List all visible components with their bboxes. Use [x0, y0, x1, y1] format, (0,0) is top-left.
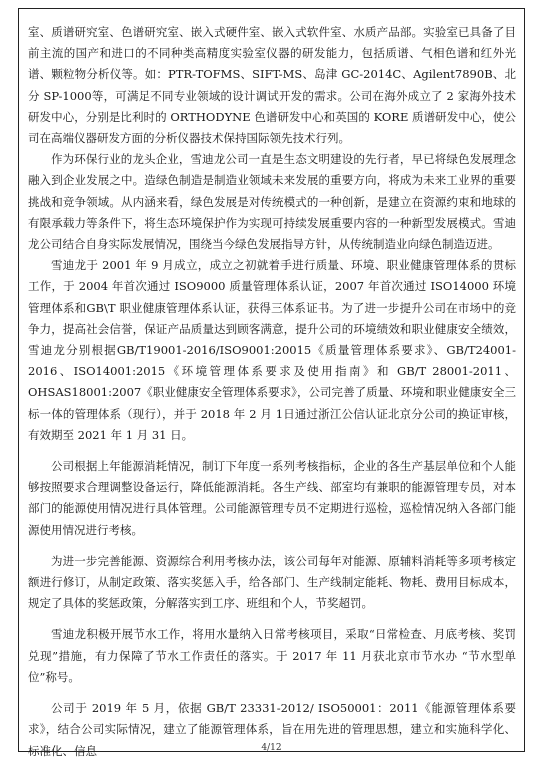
page-number: 4/12 — [261, 743, 282, 753]
paragraph-management-systems: 雪迪龙于 2001 年 9 月成立，成立之初就着手进行质量、环境、职业健康管理体系的贯标工作，于 2004 年首次通过 ISO9000 质量管理体系认证，2007 年首次通过 ISO14000 环境管理体系和GB\T 职业健康管理体系认证，获得三体系证书。为了进一步提升公司在市场中的竞争力，提高社会信誉，保证产品质量达到顾客满意，提升公司的环境绩效和职业健康安全绩效，雪迪龙分别根据GB/T19001-2016/ISO9001:20015《质量管理体系要求》、GB/T24001-2016、ISO14001:2015《环境管理体系要求及使用指南》和 GB/T 28001-2011、OHSAS18001:2007《职业健康安全管理体系要求》，公司完善了质量、环境和职业健康安全三标一体的管理体系（现行），并于 2018 年 2 月 1日通过浙江公信认证北京分公司的换证审核，有效期至 2021 年 1 月 31 日。 — [28, 258, 516, 442]
paragraph-energy-assessment: 公司根据上年能源消耗情况，制订下年度一系列考核指标，企业的各生产基层单位和个人能够按照要求合理调整设备运行，降低能源消耗。各生产线、部室均有兼职的能源管理专员，对本部门的能源使用情况进行具体管理。公司能源管理专员不定期进行巡检，巡检情况纳入各部门能源使用情况进行考核。 — [28, 459, 516, 537]
paragraph-green-development: 作为环保行业的龙头企业，雪迪龙公司一直是生态文明建设的先行者，早已将绿色发展理念融入到企业发展之中。造绿色制造是制造业领域未来发展的重要方向，将成为未来工业界的重要挑战和竞争领域。从内涵来看，绿色发展是对传统模式的一种创新，是建立在资源约束和地球的有限承载力等条件下，将生态环境保护作为实现可持续发展重要内容的一种新型发展模式。雪迪龙公司结合自身实际发展情况，围绕当今绿色发展指导方针，从传统制造业向绿色制造迈进。 — [28, 152, 516, 252]
paragraph-energy-management-system: 公司于 2019 年 5 月，依据 GB/T 23331-2012/ ISO50001：2011《能源管理体系要求》，结合公司实际情况，建立了能源管理体系，旨在用先进的管理思想，建立和实施科学化、标准化、信息 — [28, 701, 516, 758]
document-body — [28, 22, 516, 762]
paragraph-water-saving: 雪迪龙积极开展节水工作，将用水量纳入日常考核项目，采取“日常检查、月底考核、奖罚兑现”措施，有力保障了节水工作责任的落实。于 2017 年 11 月获北京市节水办 “节水型单位”称号。 — [28, 627, 516, 684]
paragraph-resource-utilization: 为进一步完善能源、资源综合利用考核办法，该公司每年对能源、原辅料消耗等多项考核定额进行修订，从制定政策、落实奖惩入手，给各部门、生产线制定能耗、物耗、费用目标成本，规定了具体的奖惩政策，分解落实到工序、班组和个人，节奖超罚。 — [28, 553, 516, 611]
paragraph-lab-capabilities: 室、质谱研究室、色谱研究室、嵌入式硬件室、嵌入式软件室、水质产品部。实验室已具备了目前主流的国产和进口的不同种类高精度实验室仪器的研发能力，包括质谱、气相色谱和红外光谱、颗粒物分析仪等。如：PTR-TOFMS、SIFT-MS、岛津 GC-2014C、Agilent7890B、北分 SP-1000等，可满足不同专业领域的设计调试开发的需求。公司在海外成立了 2 家海外技术研发中心，分别是比利时的 ORTHODYNE 色谱研发中心和英国的 KORE 质谱研发中心，使公司在高端仪器研发方面的分析仪器技术保持国际领先技术行列。 — [28, 25, 516, 146]
